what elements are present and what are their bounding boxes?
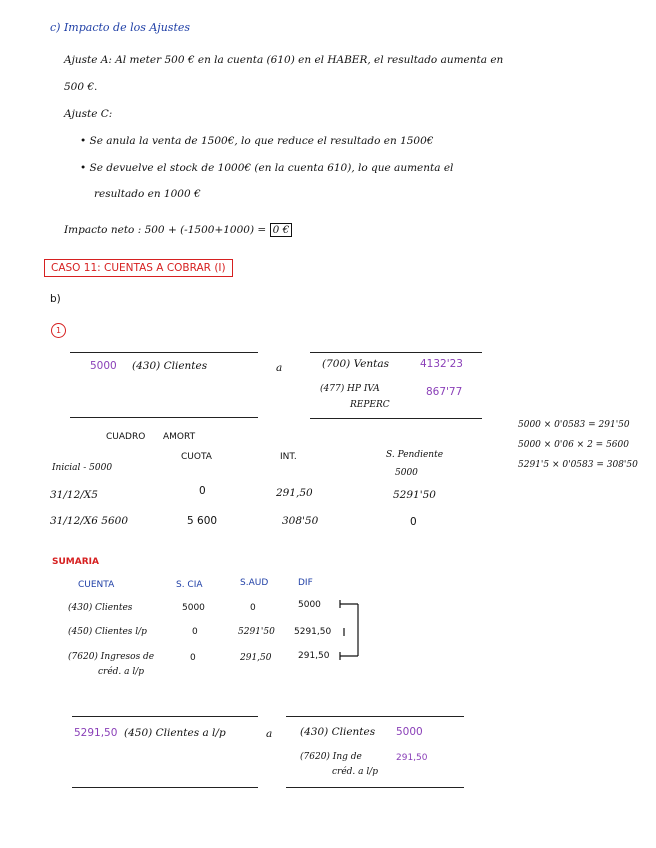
entry1-bottom-left-rule [70,417,258,418]
entry2-top-left-rule [72,716,258,717]
sumaria-row1-cuenta: (450) Clientes l/p [68,627,147,637]
sumaria-row2-scia: 0 [190,653,196,663]
sumaria-row1-dif: 5291,50 [294,627,332,637]
impacto-neto-value: 0 € [270,223,293,237]
impacto-neto-label: Impacto neto : 500 + (-1500+1000) = [64,224,267,236]
entry1-credit1-account: (700) Ventas [322,358,390,370]
sumaria-header-scia: S. CIA [176,580,203,590]
ajuste-c-bullet1: • Se anula la venta de 1500€, lo que reduce el resultado en 1500€ [80,135,434,147]
cuadro-header-int: INT. [280,452,297,462]
entry2-debit-account: (450) Clientes a l/p [124,727,226,739]
entry2-debit-amount: 5291,50 [74,727,118,739]
entry2-credit1-amount: 5000 [396,726,423,738]
sumaria-header-cuenta: CUENTA [78,580,115,590]
entry1-debit-account: (430) Clientes [132,360,208,372]
part-b-label: b) [50,293,61,305]
cuadro-title-2: AMORT [163,432,196,442]
entry1-debit-amount: 5000 [90,360,117,372]
sumaria-row1-saud: 5291'50 [238,627,275,637]
entry2-a: a [266,728,273,740]
entry1-top-right-rule [310,352,482,353]
cuadro-row0-label: Inicial - 5000 [52,463,113,473]
section-c-title: c) Impacto de los Ajustes [50,21,191,34]
sumaria-header-dif: DIF [298,578,313,588]
cuadro-row1-spend: 5291'50 [393,489,436,501]
entry2-top-right-rule [286,716,464,717]
entry2-bottom-left-rule [72,787,258,788]
entry1-a: a [276,362,283,374]
impacto-neto [64,224,292,236]
entry2-credit2-account-l2: créd. a l/p [332,767,379,777]
sumaria-row0-cuenta: (430) Clientes [68,603,133,613]
sumaria-row0-saud: 0 [250,603,256,613]
cuadro-row1-cuota: 0 [199,485,206,497]
sumaria-row2-dif: 291,50 [298,651,330,661]
ajuste-a-line2: 500 €. [64,81,98,93]
sumaria-row1-scia: 0 [192,627,198,637]
entry2-credit1-account: (430) Clientes [300,726,376,738]
side-calc-1: 5000 × 0'0583 = 291'50 [518,420,630,430]
sumaria-row2-cuenta: (7620) Ingresos de [68,652,155,662]
sumaria-bracket [336,598,366,662]
cuadro-row1-int: 291,50 [276,487,313,499]
entry1-credit2-amount: 867'77 [426,386,463,398]
cuadro-title-1: CUADRO [106,432,146,442]
sumaria-header-saud: S.AUD [240,578,269,588]
entry2-credit2-account: (7620) Ing de [300,752,362,762]
ajuste-c-bullet2-line1: • Se devuelve el stock de 1000€ (en la cuenta 610), lo que aumenta el [80,162,454,174]
cuadro-row2-spend: 0 [410,516,417,528]
side-calc-3: 5291'5 × 0'0583 = 308'50 [518,460,638,470]
ajuste-c-title: Ajuste C: [64,108,113,120]
cuadro-row1-label: 31/12/X5 [50,489,98,501]
side-calc-2: 5000 × 0'06 × 2 = 5600 [518,440,629,450]
entry1-bottom-right-rule [310,418,482,419]
ajuste-c-bullet2-line2: resultado en 1000 € [94,188,201,200]
sumaria-row2-cuenta-l2: créd. a l/p [98,667,145,677]
cuadro-header-cuota: CUOTA [181,452,212,462]
sumaria-row0-dif: 5000 [298,600,321,610]
sumaria-row2-saud: 291,50 [240,653,272,663]
entry1-credit1-amount: 4132'23 [420,358,463,370]
circle-number: 1 [51,323,66,338]
cuadro-row0-spend: 5000 [395,468,418,478]
ajuste-a-line1: Ajuste A: Al meter 500 € en la cuenta (610) en el HABER, el resultado aumenta en [64,54,504,66]
cuadro-row2-label: 31/12/X6 5600 [50,515,129,527]
entry2-bottom-right-rule [286,787,464,788]
entry2-credit2-amount: 291,50 [396,753,428,763]
cuadro-row2-cuota: 5 600 [187,515,218,527]
sumaria-title: SUMARIA [52,557,99,567]
caso-title: CASO 11: CUENTAS A COBRAR (I) [44,259,233,277]
cuadro-row2-int: 308'50 [282,515,319,527]
sumaria-row0-scia: 5000 [182,603,205,613]
entry1-credit2-account: (477) HP IVA [320,384,380,394]
entry1-credit2-account-l2: REPERC [350,400,390,410]
entry1-top-left-rule [70,352,258,353]
cuadro-header-spend: S. Pendiente [386,450,444,460]
